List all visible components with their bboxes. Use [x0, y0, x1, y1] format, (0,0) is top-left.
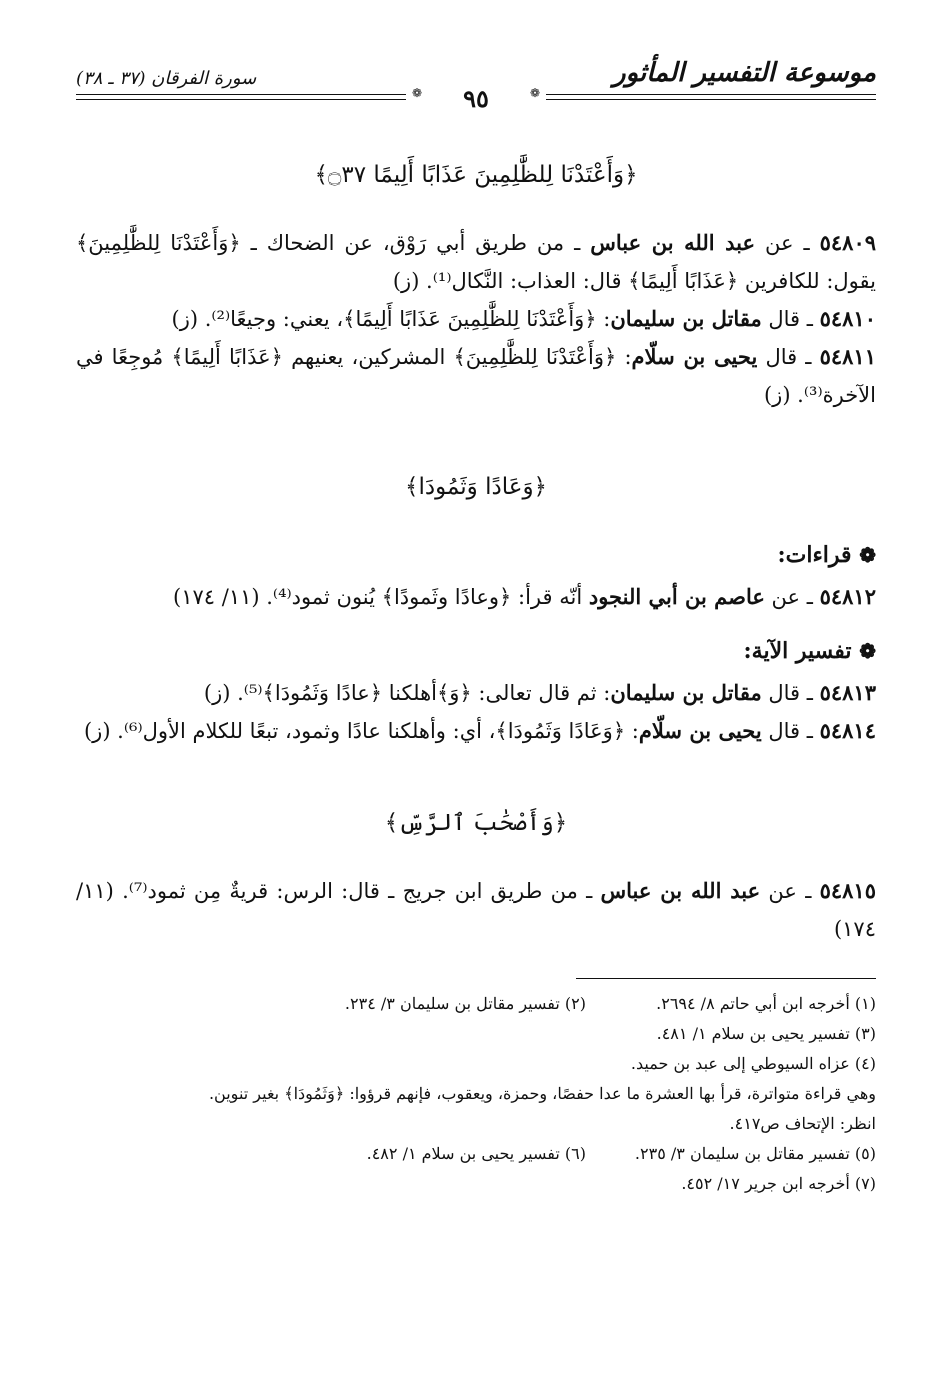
- book-title: موسوعة التفسير المأثور: [613, 58, 876, 88]
- narrator-name: يحيى بن سلّام: [631, 344, 758, 369]
- entry-number: ٥٤٨١٥: [819, 878, 876, 903]
- page-number: ٩٥: [463, 84, 489, 113]
- narrator-name: مقاتل بن سليمان: [610, 306, 762, 331]
- footnote: (٣) تفسير يحيى بن سلام ١/ ٤٨١.: [656, 1024, 876, 1043]
- footnotes: [76, 989, 876, 1199]
- footnote: (٦) تفسير يحيى بن سلام ١/ ٤٨٢.: [366, 1144, 586, 1163]
- section-label-qiraat: ❁ قراءات:: [777, 542, 876, 568]
- narration-entry: ٥٤٨١٤ ـ قال يحيى بن سلّام: ﴿وَعَادًا وَثَمُودَا﴾، أي: وأهلكنا عادًا وثمود، تبعًا للكلام الأول⁽⁶⁾. (ز): [83, 718, 876, 743]
- running-header: [76, 58, 876, 114]
- footnote: (٤) عزاه السيوطي إلى عبد بن حميد.: [630, 1054, 876, 1073]
- surah-label: سورة الفرقان (٣٧ ـ ٣٨): [76, 68, 257, 89]
- entry-text: : ثم قال تعالى: ﴿وَ﴾أهلكنا ﴿عادًا وَثَمُودَا﴾⁽⁵⁾. (ز): [203, 681, 611, 705]
- footnote: (٥) تفسير مقاتل بن سليمان ٣/ ٢٣٥.: [634, 1144, 876, 1163]
- page: [76, 58, 876, 1199]
- verse-heading: ﴿وَأَعْتَدْنَا لِلظَّٰلِمِينَ عَذَابًا أَلِيمًا ۝٣٧﴾: [314, 162, 638, 188]
- flower-icon: ❁: [859, 543, 876, 567]
- narration-entry: ٥٤٨١٠ ـ قال مقاتل بن سليمان: ﴿وَأَعْتَدْنَا لِلظَّٰلِمِينَ عَذَابًا أَلِيمًا﴾، يعني: وجيعًا⁽²⁾. (ز): [171, 306, 876, 331]
- ornament-icon: ❁: [412, 86, 423, 100]
- entry-text: : ﴿وَأَعْتَدْنَا لِلظَّٰلِمِينَ﴾ المشركين، يعنيهم ﴿عَذَابًا أَلِيمًا﴾ مُوجِعًا في الآخرة⁽³⁾. (ز): [76, 345, 876, 407]
- main-content: [76, 156, 876, 948]
- entry-text: : ﴿وَأَعْتَدْنَا لِلظَّٰلِمِينَ عَذَابًا أَلِيمًا﴾، يعني: وجيعًا⁽²⁾. (ز): [171, 307, 611, 331]
- entry-text: : ﴿وَعَادًا وَثَمُودَا﴾، أي: وأهلكنا عادًا وثمود، تبعًا للكلام الأول⁽⁶⁾. (ز): [83, 719, 639, 743]
- entry-number: ٥٤٨٠٩: [819, 230, 877, 255]
- narrator-name: عبد الله بن عباس: [600, 878, 761, 903]
- narration-entry: ٥٤٨١٢ ـ عن عاصم بن أبي النجود أنّه قرأ: ﴿وعادًا وثَمودًا﴾ يُنون ثمود⁽⁴⁾. (١١/ ١٧٤): [173, 584, 876, 609]
- footnote-reference: انظر: الإتحاف ص٤١٧.: [729, 1114, 876, 1133]
- footnote-row: [76, 1139, 876, 1169]
- entry-text: ـ من طريق أبي رَوْق، عن الضحاك ـ ﴿وَأَعْتَدْنَا لِلظَّٰلِمِينَ﴾ يقول: للكافرين ﴿عَذَابًا أَلِيمًا﴾ قال: العذاب: النَّكال⁽¹⁾. (ز): [76, 231, 876, 293]
- entry-text: ـ من طريق ابن جريج ـ قال: الرس: قريةٌ مِن ثمود⁽⁷⁾. (١١/ ١٧٤): [76, 879, 876, 941]
- narration-entry: ٥٤٨١٣ ـ قال مقاتل بن سليمان: ثم قال تعالى: ﴿وَ﴾أهلكنا ﴿عادًا وَثَمُودَا﴾⁽⁵⁾. (ز): [203, 680, 876, 705]
- narrator-name: عاصم بن أبي النجود: [588, 584, 765, 609]
- narrator-name: عبد الله بن عباس: [590, 230, 756, 255]
- footnote-row: [76, 989, 876, 1019]
- footnote: (١) أخرجه ابن أبي حاتم ٨/ ٢٦٩٤.: [656, 994, 876, 1013]
- flower-icon: ❁: [859, 639, 876, 663]
- footnote-note: وهي قراءة متواترة، قرأ بها العشرة ما عدا حفصًا، وحمزة، ويعقوب، فإنهم قرؤوا: ﴿وَثَمُودَا﴾ بغير تنوين.: [208, 1084, 876, 1103]
- narration-entry: ٥٤٨١٥ ـ عن عبد الله بن عباس ـ من طريق ابن جريج ـ قال: الرس: قريةٌ مِن ثمود⁽⁷⁾. (١١/ ١٧٤): [76, 878, 876, 941]
- entry-number: ٥٤٨١٠: [819, 306, 876, 331]
- narrator-name: يحيى بن سلّام: [638, 718, 762, 743]
- entry-number: ٥٤٨١٤: [819, 718, 876, 743]
- narration-entry: ٥٤٨١١ ـ قال يحيى بن سلّام: ﴿وَأَعْتَدْنَا لِلظَّٰلِمِينَ﴾ المشركين، يعنيهم ﴿عَذَابًا أَلِيمًا﴾ مُوجِعًا في الآخرة⁽³⁾. (ز): [76, 344, 876, 407]
- entry-number: ٥٤٨١٣: [819, 680, 876, 705]
- ornament-icon: ❁: [529, 86, 540, 100]
- verse-heading: ﴿وَعَادًا وَثَمُودَا﴾: [404, 474, 548, 500]
- footnote-divider: [576, 978, 876, 979]
- footnote: (٢) تفسير مقاتل بن سليمان ٣/ ٢٣٤.: [344, 994, 586, 1013]
- narrator-name: مقاتل بن سليمان: [610, 680, 762, 705]
- entry-number: ٥٤٨١١: [819, 344, 876, 369]
- narration-entry: ٥٤٨٠٩ ـ عن عبد الله بن عباس ـ من طريق أبي رَوْق، عن الضحاك ـ ﴿وَأَعْتَدْنَا لِلظَّٰلِمِينَ﴾ يقول: للكافرين ﴿عَذَابًا أَلِيمًا﴾ قال: العذاب: النَّكال⁽¹⁾. (ز): [76, 230, 877, 293]
- footnote: (٧) أخرجه ابن جرير ١٧/ ٤٥٢.: [681, 1174, 876, 1193]
- section-label-tafsir: ❁ تفسير الآية:: [743, 638, 876, 664]
- entry-number: ٥٤٨١٢: [819, 584, 876, 609]
- entry-text: أنّه قرأ: ﴿وعادًا وثَمودًا﴾ يُنون ثمود⁽⁴⁾. (١١/ ١٧٤): [173, 585, 589, 609]
- verse-heading: ﴿وَأَصْحَٰبَ ٱلرَّسِّ﴾: [384, 810, 568, 836]
